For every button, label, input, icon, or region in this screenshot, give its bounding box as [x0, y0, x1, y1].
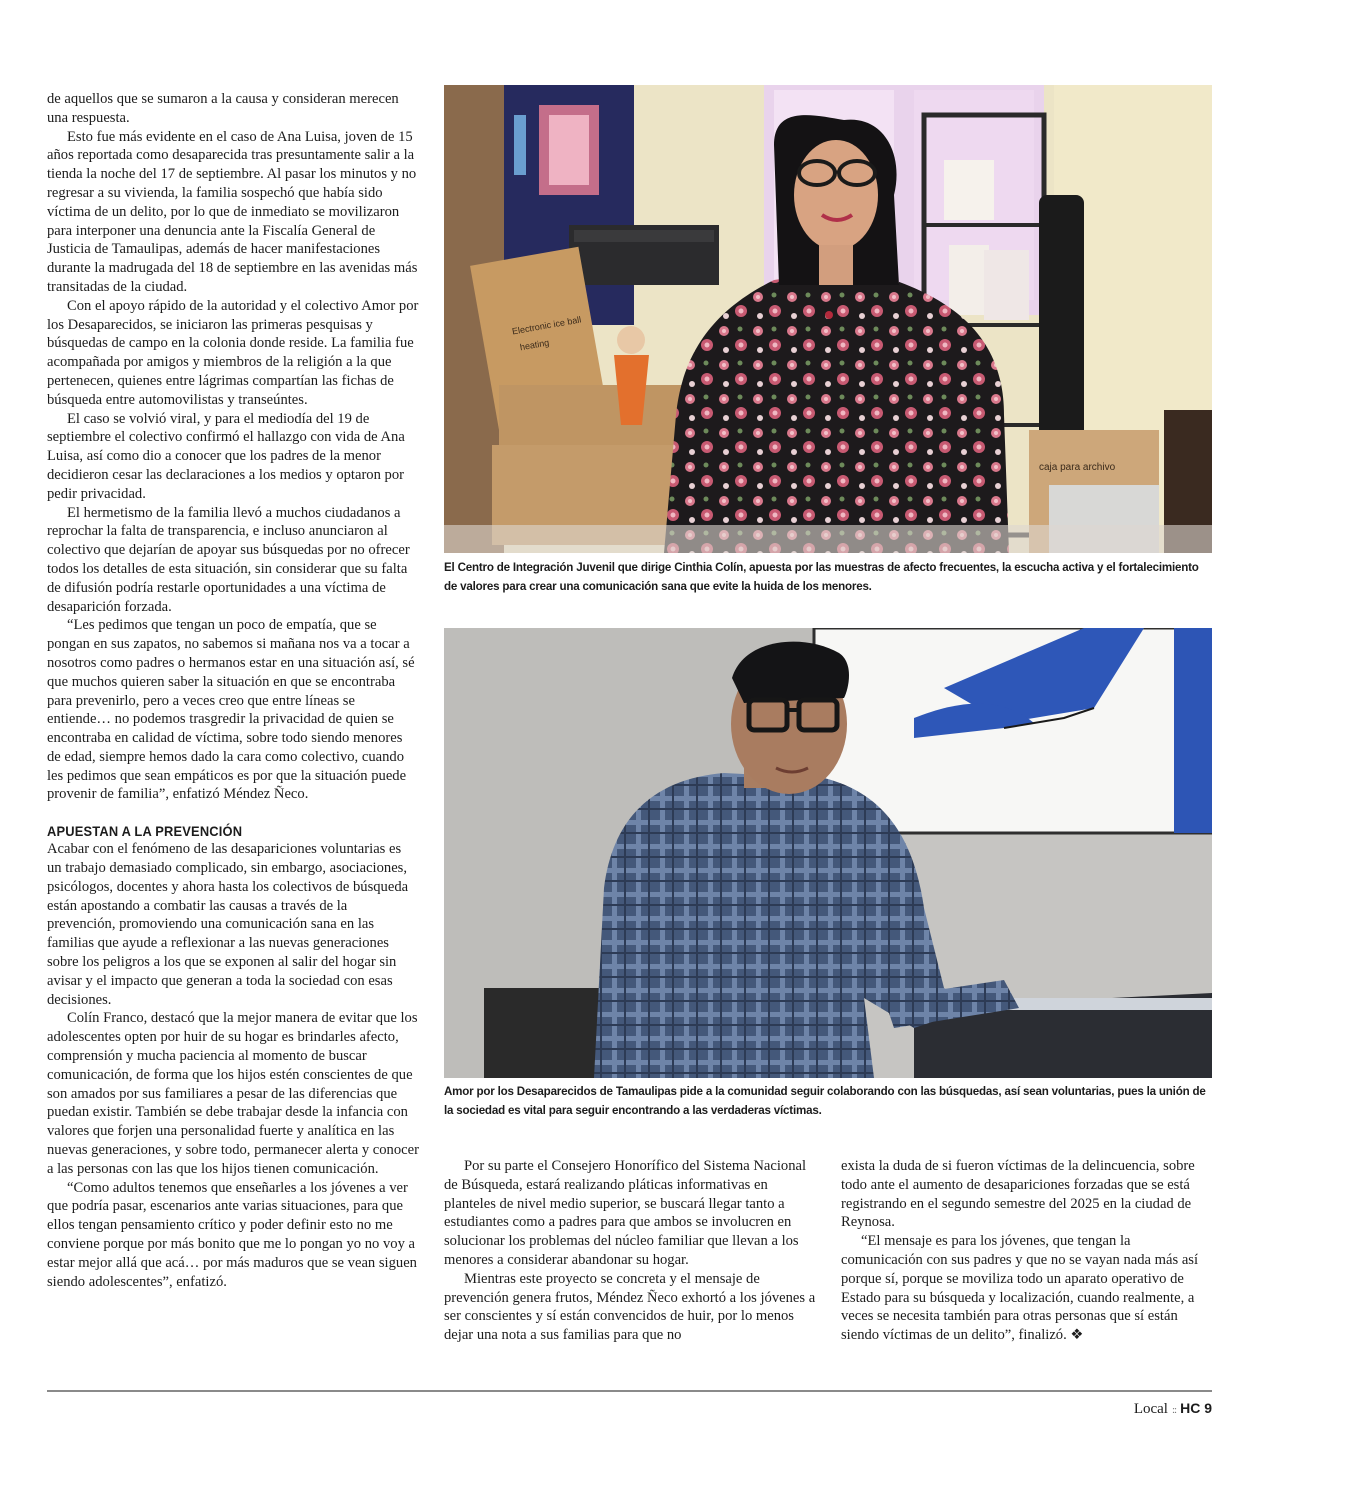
subheading: APUESTAN A LA PREVENCIÓN	[47, 823, 243, 840]
page-folio	[1134, 1400, 1212, 1418]
paragraph: Esto fue más evidente en el caso de Ana Luisa, joven de 15 años reportada como desaparecida tras presuntamente salir a la tienda la noche del 17 de septiembre. Al pasar los minutos y no regresar a su vivienda, la familia sospechó que había sido víctima de un delito, por lo que de inmediato se movilizaron para interponer una denuncia ante la Fiscalía General de Justicia de Tamaulipas, además de hacer manifestaciones durante la madrugada del 18 de septiembre en las avenidas más transitadas de la ciudad.	[47, 128, 418, 295]
paragraph: Colín Franco, destacó que la mejor manera de evitar que los adolescentes opten por huir de su hogar es brindarles afecto, comprensión y mucha paciencia al momento de buscar comunicación, de forma que los hijos estén conscientes de que son amados por sus familiares a pesar de las diferencias que puedan existir. También se debe trabajar desde la infancia con valores que forjen una personalidad fuerte y analítica en las nuevas generaciones, y sobre todo, permanecer alerta y conocer a las personas con las que los hijos tienen comunicación.	[47, 1010, 419, 1177]
box-label: Electronic ice ball	[511, 314, 582, 337]
office-photo-illustration	[444, 85, 1212, 553]
box-label: caja para archivo	[1039, 462, 1116, 473]
photo-caption: El Centro de Integración Juvenil que dirige Cinthia Colín, apuesta por las muestras de afecto frecuentes, la escucha activa y el fortalecimiento de valores para crear una comunicación sana que evite la huida de los menores.	[444, 561, 1199, 593]
folio-separator: ::	[1171, 1404, 1177, 1416]
photo-caption: Amor por los Desaparecidos de Tamaulipas pide a la comunidad seguir colaborando con las búsquedas, así sean voluntarias, pues la unión de la sociedad es vital para seguir encontrando a las verdaderas víctimas.	[444, 1085, 1206, 1117]
paragraph: Con el apoyo rápido de la autoridad y el colectivo Amor por los Desaparecidos, se iniciaron las primeras pesquisas y búsquedas de campo en la colonia donde reside. La familia fue acompañada por amigos y miembros de la religión a la que pertenecen, quienes entre lágrimas compartían las fichas de búsqueda entre automovilistas y transeúntes.	[47, 297, 419, 408]
paragraph: Por su parte el Consejero Honorífico del Sistema Nacional de Búsqueda, estará realizando pláticas informativas en planteles de nivel medio superior, se buscará llegar tanto a estudiantes como a padres para que ambos se involucren en solucionar los problemas del núcleo familiar que llevan a los menores a considerar abandonar su hogar.	[444, 1158, 807, 1268]
paragraph: de aquellos que se sumaron a la causa y consideran merecen una respuesta.	[47, 91, 399, 126]
article-column-left	[47, 90, 419, 1291]
article-column-middle	[444, 1157, 816, 1345]
box-label: heating	[519, 337, 550, 353]
footer-divider	[47, 1390, 1212, 1392]
photo-cinthia-colin	[444, 85, 1212, 553]
paragraph: El hermetismo de la familia llevó a muchos ciudadanos a reprochar la falta de transparencia, e incluso anunciaron al colectivo que dejarían de apoyar sus búsquedas por no ofrecer todos los detalles de esta situación, sin considerar que su falta de difusión podría restarle oportunidades a una víctima de desaparición forzada.	[47, 504, 410, 615]
paragraph: El caso se volvió viral, y para el mediodía del 19 de septiembre el colectivo confirmó el hallazgo con vida de Ana Luisa, así como dio a conocer que los padres de la menor decidieron cesar las declaraciones a los medios y optaron por pedir privacidad.	[47, 410, 405, 502]
portrait-photo-illustration	[444, 628, 1212, 1078]
section-label: Local	[1133, 1401, 1168, 1417]
article-column-right	[841, 1157, 1213, 1345]
paragraph: “El mensaje es para los jóvenes, que tengan la comunicación con sus padres y que no se vayan nada más así porque sí, porque se moviliza todo un aparato operativo de Estado para su búsqueda y localización, cuando realmente, a veces se necesita también para otras personas que sí están siendo víctimas de un delito”, finalizó. ❖	[841, 1233, 1199, 1344]
paragraph: Acabar con el fenómeno de las desapariciones voluntarias es un trabajo demasiado complicado, sin embargo, asociaciones, psicólogos, docentes y ahora hasta los colectivos de búsqueda están apostando a combatir las causas a través de la prevención, promoviendo una comunicación sana en las familias que ayude a reflexionar a las nuevas generaciones sobre los peligros a los que se exponen al salir del hogar sin avisar y el impacto que generan a toda la sociedad con esas decisiones.	[47, 841, 409, 1008]
paragraph: “Les pedimos que tengan un poco de empatía, que se pongan en sus zapatos, no sabemos si mañana nos va a tocar a nosotros como padres o hermanos estar en una situación así, sé que muchos quieren saber la situación en que se encontraba para prevenirlo, pero a veces creo que entre líneas se entiende… no podemos trasgredir la privacidad de quien se encontraba en calidad de víctima, sobre todo siendo menores de edad, siempre hemos dado la cara como colectivo, cuando les pedimos que sean empáticos es por que la situación puede provenir de familia”, enfatizó Méndez Ñeco.	[47, 617, 415, 803]
paragraph: exista la duda de si fueron víctimas de la delincuencia, sobre todo ante el aumento de desapariciones forzadas que se está registrando en el segundo semestre del 2025 en la ciudad de Reynosa.	[841, 1158, 1195, 1231]
page-number: HC 9	[1180, 1400, 1212, 1416]
paragraph: Mientras este proyecto se concreta y el mensaje de prevención genera frutos, Méndez Ñeco exhortó a los jóvenes a ser conscientes y sí están convencidos de huir, por lo menos dejar una nota a sus familias para que no	[444, 1270, 816, 1344]
paragraph: “Como adultos tenemos que enseñarles a los jóvenes a ver que podría pasar, escenarios ante varias situaciones, para que ellos tengan pensamiento crítico y poder definir esto no me conviene porque por más bonito que me lo pongan yo no voy a estar mejor allá que acá… por más maduros que se vean siguen siendo adolescentes”, enfatizó.	[47, 1179, 417, 1290]
photo-mendez-neco	[444, 628, 1212, 1078]
